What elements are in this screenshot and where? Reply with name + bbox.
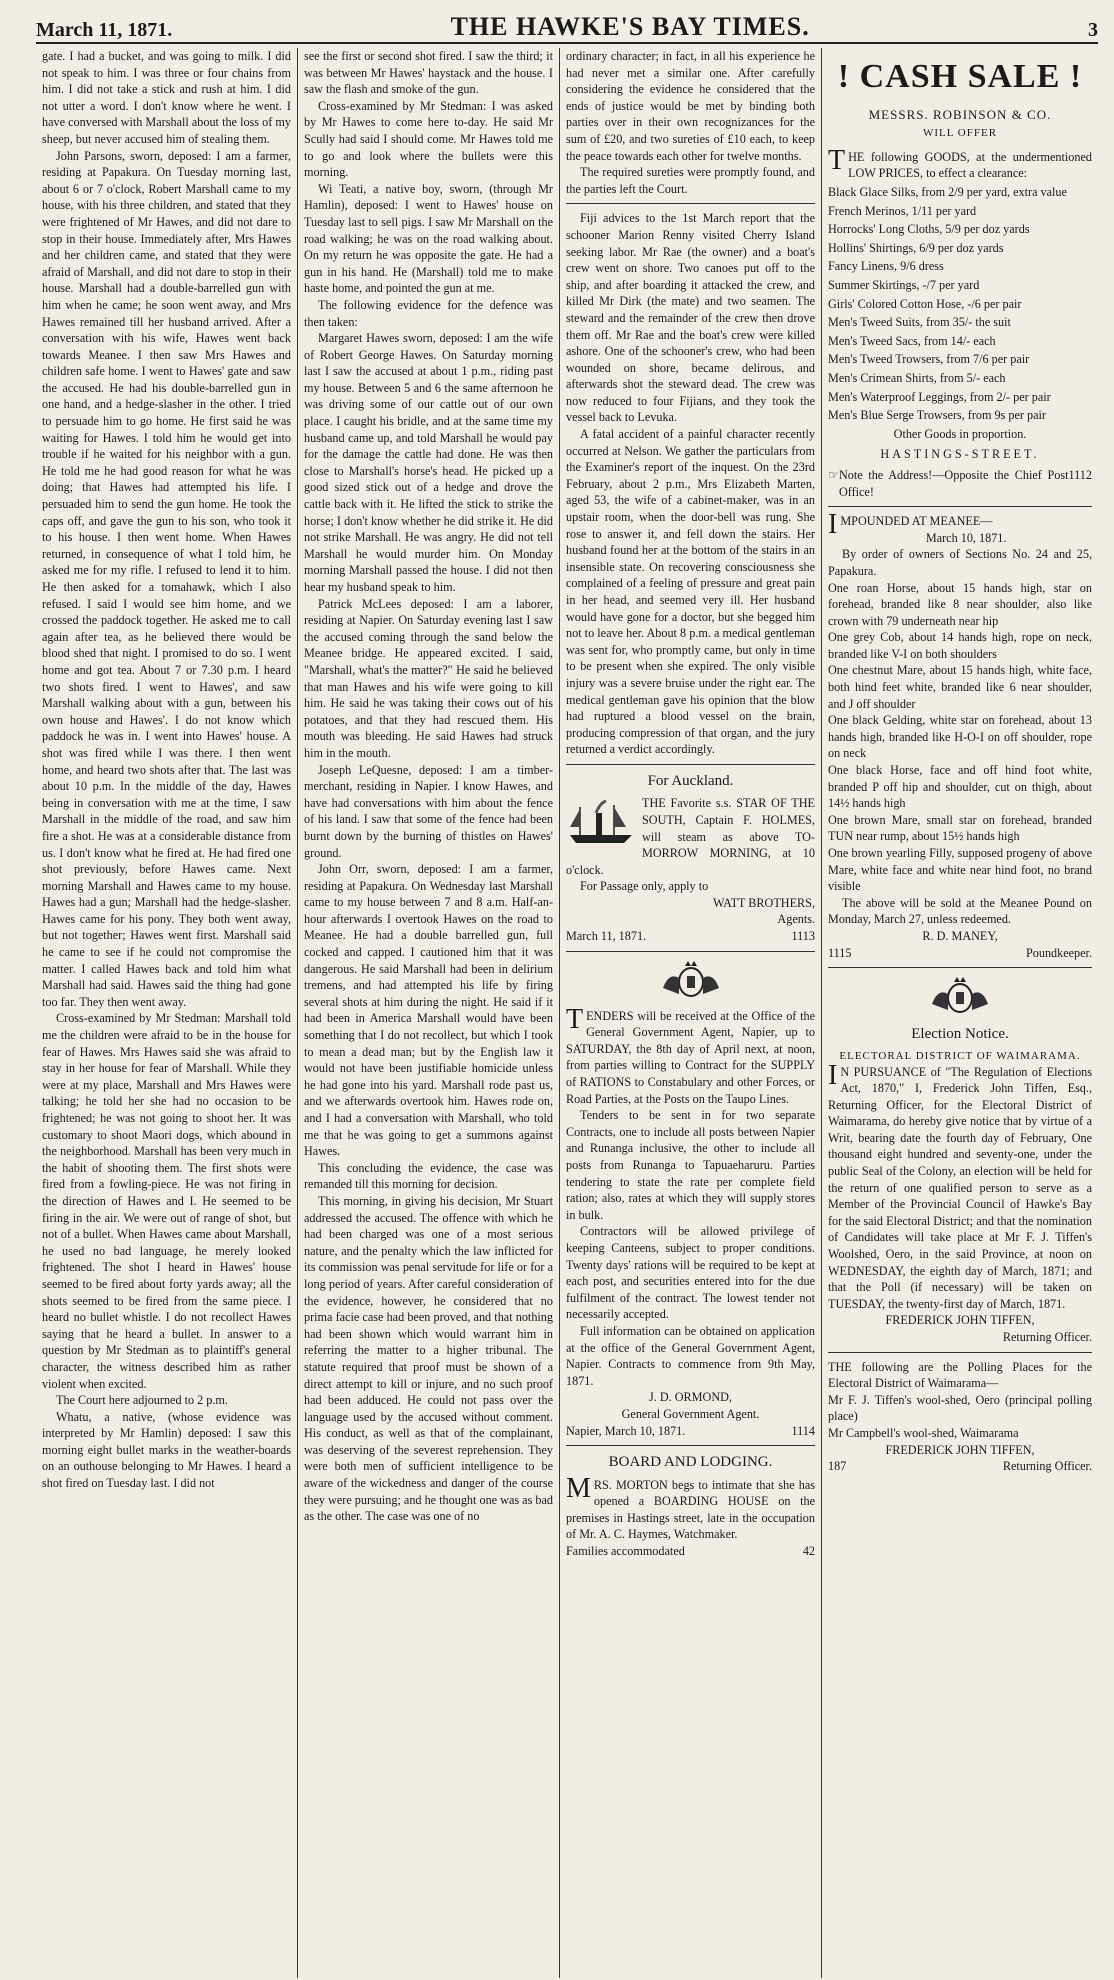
cash-sale-heading: ! CASH SALE ! bbox=[837, 58, 1083, 95]
auckland-date: March 11, 1871. bbox=[566, 929, 647, 944]
impounded-item: One chestnut Mare, about 15 hands high, white face, both hind feet white, branded like 6 near shoulder, and J off shoulder bbox=[828, 663, 1092, 711]
goods-item: French Merinos, 1/11 per yard bbox=[828, 203, 977, 218]
goods-item: Girls' Colored Cotton Hose, -/6 per pair bbox=[828, 296, 1022, 311]
tenders-paragraph: Tenders to be sent in for two separate Contracts, one to include all posts between Napier and Runanga inclusive, the other to include all posts from Runanga to Tapuaeharuru. Parties tendering to state the rate per complete field ration; also, rates at which they will supply stores in bulk. bbox=[566, 1108, 815, 1222]
column-3 bbox=[560, 48, 822, 1978]
auckland-body: THE Favorite s.s. STAR OF THE SOUTH, Captain F. HOLMES, will steam as above TO-MORROW MORNING, at 10 o'clock. bbox=[566, 796, 815, 877]
impounded-date: March 10, 1871. bbox=[925, 530, 1007, 545]
auckland-ad bbox=[566, 771, 815, 945]
cash-sale-street: HASTINGS-STREET. bbox=[880, 447, 1040, 462]
article-paragraph: Cross-examined by Mr Stedman: I was asked by Mr Hawes to come here to-day. He said Mr Scully had said I should come. Mr Hawes told me to go and look where the bullets were this morning. bbox=[304, 98, 553, 180]
impounded-footer bbox=[828, 945, 1092, 962]
page-number: 3 bbox=[1087, 19, 1098, 41]
article-paragraph: The Court here adjourned to 2 p.m. bbox=[56, 1393, 228, 1408]
impounded-heading: IMPOUNDED AT MEANEE— bbox=[828, 509, 993, 541]
impounded-item: One brown yearling Filly, supposed progeny of above Mare, white face and white near hind foot, no brand visible bbox=[828, 846, 1092, 894]
election-body: IN PURSUANCE of "The Regulation of Elections Act, 1870," I, Frederick John Tiffen, Esq., Returning Officer, for the Electoral District of Waimarama, do hereby give notice that by virtue of a Writ, bearing date the fourth day of February, One thousand eight hundred and seventy-one, under the public Seal of the Colony, an election will be held for the return of one qualified person to serve as a Member of the Provincial Council of Hawke's Bay for the said Electoral District; and that the nomination of Candidates will take place at Mr F. J. Tiffen's Woolshed, Oero, in the said Province, at noon on WEDNESDAY, the eighth day of March, 1871; and that the Poll (if necessary) will be taken on TUESDAY, the twenty-first day of March, 1871. bbox=[828, 1059, 1092, 1311]
election-heading: Election Notice. bbox=[911, 1026, 1009, 1043]
issue-date: March 11, 1871. bbox=[36, 19, 173, 41]
cash-sale-offer: WILL OFFER bbox=[922, 126, 998, 139]
article-paragraph: Joseph LeQuesne, deposed: I am a timber-merchant, residing in Napier. I know Hawes, and have had conversations with him about the fence of his land. I saw that some of the fence had been burnt down by the burning of thistles on Hawes' ground. bbox=[304, 762, 553, 860]
divider bbox=[828, 967, 1092, 968]
board-body: MRS. MORTON begs to intimate that she has opened a BOARDING HOUSE on the premises in Hastings street, late in the occupation of Mr. A. C. Haymes, Watchmaker. bbox=[566, 1472, 815, 1542]
goods-item: Men's Tweed Trowsers, from 7/6 per pair bbox=[828, 352, 1030, 367]
article-paragraph: Whatu, a native, (whose evidence was interpreted by Mr Hamlin) deposed: I saw this morning eight bullet marks in the weather-boards on an outhouse belonging to Mr Hawes. I heard a shot fired on Tuesday last. I did not bbox=[42, 1409, 291, 1491]
impounded-item: One roan Horse, about 15 hands high, star on forehead, branded like 8 near shoulder, also like crown with 79 underneath near hip bbox=[828, 580, 1092, 628]
masthead bbox=[36, 8, 1098, 44]
polling-place: Mr F. J. Tiffen's wool-shed, Oero (principal polling place) bbox=[828, 1392, 1092, 1424]
royal-crest-icon bbox=[657, 958, 725, 1002]
tenders-paragraph: Contractors will be allowed privilege of keeping Canteens, subject to proper conditions. Twenty days' rations will be required to be kept at each post, and securities entered into for the due fulfilment of the contract. The lowest tender not necessarily accepted. bbox=[566, 1224, 815, 1322]
impounded-item: One black Horse, face and off hind foot white, branded P off hip and shoulder, cut on thigh, about 14½ hands high bbox=[828, 763, 1092, 811]
newspaper-title: THE HAWKE'S BAY TIMES. bbox=[450, 12, 810, 41]
goods-item: Hollins' Shirtings, 6/9 per doz yards bbox=[828, 240, 1004, 255]
goods-list bbox=[828, 184, 1092, 424]
divider bbox=[828, 506, 1092, 507]
tenders-title: General Government Agent. bbox=[621, 1406, 760, 1421]
article-paragraph: The following evidence for the defence was then taken: bbox=[304, 297, 553, 329]
polling-number: 187 bbox=[828, 1459, 847, 1474]
article-paragraph: gate. I had a bucket, and was going to milk. I did not speak to him. I was three or four chains from him. I did not take a stick and rush at him. I did not utter a word. I don't know where he went. I have conversed with Marshall about the loss of my sheep, but never accused him of stealing them. bbox=[42, 49, 291, 146]
cash-sale-firm: MESSRS. ROBINSON & CO. bbox=[868, 107, 1052, 123]
steamship-icon bbox=[566, 797, 636, 847]
article-paragraph: Cross-examined by Mr Stedman: Marshall told me the children were afraid to be in the house for fear of Hawes. Mrs Hawes said she was afraid to stay in her house for fear of Marshall. While they were at my place, Marshall and Mrs Hawes were talking; he told her she had no occasion to be frightened; he was not going to shoot her. It was customary to shoot Maori dogs, which abound in the neighborhood. Marshall has been very much in the habit of shooting them. The first shots were fired from a fowling-piece. He was not firing in the direction of Hawes and I. He seemed to be firing in the air. We were out of range of shot, but not of a bullet. When Hawes came about Marshall, he used no bad language, he merely looked frightened. The shot I heard in Hawes' house seemed to be fired about forty yards away; all the shots seemed to be fired from the same piece. I heard no bullet whistle. I do not recollect Hawes saying that he heard a bullet. In answer to a question by Mr Stedman as to plaintiff's general character, the witness described him as rather violent when excited. bbox=[42, 1011, 291, 1391]
tenders-footer bbox=[566, 1423, 815, 1440]
article-paragraph: Margaret Hawes sworn, deposed: I am the wife of Robert George Hawes. On Saturday morning last I saw the accused at about 1 p.m., riding past my house. Between 5 and 6 the same afternoon he was driving some of our cattle out of our own place. I caught his bridle, and at the same time my husband came up, and told Marshall he would pay for the damage the cattle had done. He was then close to Marshall's horse's head. He picked up a good sized stick out of a hedge and drove the cattle back with it. He lifted the stick to strike the horse; I don't know whether he did strike it. He did not strike Marshall. He was angry. He did not tell Marshall he would murder him. On Monday morning Marshall passed the house. I did not then hear my husband speak to him. bbox=[304, 331, 553, 594]
goods-item: Horrocks' Long Cloths, 5/9 per doz yards bbox=[828, 222, 1030, 237]
article-paragraph: A fatal accident of a painful character recently occurred at Nelson. We gather the particulars from the Examiner's report of the inquest. On the 23rd February, about 2 p.m., Mrs Elizabeth Marten, aged 53, the wife of a cabinet-maker, was in an upstair room, when the door-bell was rung. She rose to answer it, and fell down the stairs. Her husband found her at the bottom of the stairs in an insensible state. On recovering consciousness she complained of a feeling of pressure and great pain in her head, and seemed very ill. Her husband would have gone for a doctor, but she begged him not to leave her. About 8 p.m. a medical gentleman was sent for, who promptly came, but only in time to be present when she expired. The only visible injury was a severe bruise under the right ear. The medical gentleman gave his opinion that the blow had ruptured a blood vessel on the brain, producing compression of that organ, and the jury returned a verdict accordingly. bbox=[566, 427, 815, 757]
column-4 bbox=[822, 48, 1098, 1978]
auckland-agents: Agents. bbox=[777, 912, 815, 927]
cash-sale-other: Other Goods in proportion. bbox=[893, 426, 1027, 441]
article-paragraph: John Parsons, sworn, deposed: I am a farmer, residing at Papakura. On Tuesday morning last, about 6 or 7 o'clock, Robert Marshall came to my house, with his three children, and stated that they were frightened of Mr Hawes, and did not dare to stop in their house. Immediately after, Mrs Hawes and her children came, and stated that they were afraid of Marshall, and did not dare to stop in their house. Marshall had a double-barrelled gun with him when he came; he soon went away, and Mrs Hawes remained till her husband arrived. After a conversation with his wife, Hawes went back towards Meanee. I then saw Mrs Hawes and children safe home. I went to Hawes' gate and saw the accused. He had his double-barrelled gun in one hand, and a hedge-slasher in the other. I tried to persuade him to go home. He first said he was waiting for Hawes. I told him he would get into trouble if he waited for his neighbor with a gun. He told me he had good reason for what he was doing; that Hawes had attempted his life. I persuaded him to send the gun home. He took the caps off, and gave the gun to his son, who took it to his house. I then went home. When Hawes returned, in consequence of what I told him, he asked me for my rifle. I refused to lend it to him. He then asked for a tomahawk, which I also refused. I said I would see him home, and we crossed the paddock together. He asked me to call again after tea, as he believed there would be blood shed that night. I promised to do so. I went home and got tea. About 7 or 7.30 p.m. I heard two shots fired. I went to Hawes', and saw Marshall walking about with a gun, between his own house and Hawes'. I do not know which paddock he was in. I went into Hawes' house. A shot was fired while I was there. I then went home, and heard two shots after that. The last was about 10 p.m. In the middle of the day, Hawes being in conversation with me at the time, I saw Marshall in the middle of the road, and saw him fire a shot. He was at a considerable distance from us. I don't know what he fired at. He had fired one shot previously, before Hawes came. Next morning Marshall and Hawes came to my house. Hawes had a gun; Marshall had the hedge-slasher. Hawes came for his pony. They both went away, but not together; Hawes went first. Marshall said he came to see if he could not compromise the matter. I called Hawes back and told him what Marshall had said. Hawes said the thing had gone too far. They then went away. bbox=[42, 148, 291, 1009]
polling-footer bbox=[828, 1458, 1092, 1475]
board-families: Families accommodated bbox=[566, 1543, 685, 1558]
tenders-date: Napier, March 10, 1871. bbox=[566, 1423, 686, 1438]
article-paragraph: John Orr, sworn, deposed: I am a farmer, residing at Papakura. On Wednesday last Marshall came to my house between 7 and 8 a.m. Half-an-hour afterwards I overtook Hawes on the road to Meanee. He had a double barrelled gun, full cocked and capped. I cautioned him that it was dangerous. He said Marshall had been in delirium tremens, and had attempted his life by firing several shots at him during the night. He said if it had been in America Marshall would have been something that I do not recollect, but which I took to mean a dead man; but by the English law it would not have been justifiable homicide unless he had gone into his yard. Marshall rode past us, and we afterwards overtook him. Hawes rode on, and I had a conversation with Marshall, who told me that he was going to get a summons against Hawes. bbox=[304, 862, 553, 1159]
article-paragraph: Patrick McLees deposed: I am a laborer, residing at Napier. On Saturday evening last I saw the accused coming through the sand below the Meanee bridge. He appeared excited. I said, "Marshall, what's the matter?" He said he believed that man Hawes and his wife were going to kill him. He said he was taking their cows out of his potatoes, and that they had rescued them. His mouth was bleeding. He said Hawes had struck him in the mouth. bbox=[304, 596, 553, 760]
article-paragraph: Fiji advices to the 1st March report that the schooner Marion Renny visited Cherry Island seeking labor. Mr Rae (the owner) and a boat's crew went on shore. Two canoes put off to the ship, and after boarding it attacked the crew, and killed Mr Dirk (the mate) and two seamen. The steward and the remainder of the crew then drove them off. Mr Rae and the boat's crew were killed ashore. One of the schooner's crew, who had been wounded on shore, became delirous, and afterwards shot the steward dead. The crew was now reduced to four Fijians, and they took the vessel back to Levuka. bbox=[566, 211, 815, 425]
auckland-number: 1113 bbox=[791, 929, 815, 944]
cash-sale-number: 1112 bbox=[1068, 467, 1092, 482]
polling-intro: THE following are the Polling Places for the Electoral District of Waimarama— bbox=[828, 1359, 1092, 1391]
goods-item: Men's Tweed Suits, from 35/- the suit bbox=[828, 315, 1011, 330]
article-paragraph: This concluding the evidence, the case was remanded till this morning for decision. bbox=[304, 1160, 553, 1192]
tenders-number: 1114 bbox=[791, 1423, 815, 1438]
board-number: 42 bbox=[802, 1543, 815, 1558]
tenders-paragraph: Full information can be obtained on application at the office of the General Government Agent, Napier. Contracts to commence from 9th May, 1871. bbox=[566, 1323, 815, 1388]
impounded-item: One black Gelding, white star on forehead, about 13 hands high, branded like H-O-I on off shoulder, rope on neck bbox=[828, 713, 1092, 761]
pointing-hand-icon: ☞ bbox=[828, 467, 839, 482]
divider bbox=[566, 951, 815, 952]
goods-item: Summer Skirtings, -/7 per yard bbox=[828, 278, 980, 293]
column-2 bbox=[298, 48, 560, 1978]
goods-item: Black Glace Silks, from 2/9 per yard, extra value bbox=[828, 185, 1067, 200]
impounded-sale: The above will be sold at the Meanee Pound on Monday, March 27, unless redeemed. bbox=[828, 895, 1092, 927]
article-paragraph: see the first or second shot fired. I saw the third; it was between Mr Hawes' haystack and the house. I saw the flash and smoke of the gun. bbox=[304, 49, 553, 97]
impounded-item: One brown Mare, small star on forehead, branded TUN near rump, about 15½ hands high bbox=[828, 812, 1092, 844]
article-paragraph: This morning, in giving his decision, Mr Stuart addressed the accused. The offence with which he had been charged was one of a most serious nature, and the penalty which the law inflicted for its commission was penal servitude for life or for a long period of years. After careful consideration of the evidence, however, he considered that no prima facie case had been proved, and that nothing had been shown which would warrant him in referring the matter to a higher tribunal. The statute required that proof must be shown of a direct attempt to kill or injure, and no such proof had been adduced. He could not pass over the language used by the accused without comment. His conduct, as well as that of the complainant, was deserving of the severest reprehension. They were both men of sufficient intelligence to be aware of the wickedness and danger of the course they were pursuing; and he thought one was as bad as the other. The case was one of no bbox=[304, 1193, 553, 1524]
cash-sale-note: Note the Address!—Opposite the Chief Post Office! bbox=[838, 467, 1069, 499]
tenders-name: J. D. ORMOND, bbox=[649, 1390, 732, 1405]
divider bbox=[566, 764, 815, 765]
auckland-footer bbox=[566, 928, 815, 945]
goods-item: Men's Waterproof Leggings, from 2/- per pair bbox=[828, 389, 1051, 404]
polling-place: Mr Campbell's wool-shed, Waimarama bbox=[828, 1425, 1019, 1440]
cash-sale-footer bbox=[828, 467, 1092, 500]
impounded-title: Poundkeeper. bbox=[1025, 945, 1092, 960]
board-ad bbox=[566, 1452, 815, 1559]
goods-item: Men's Tweed Sacs, from 14/- each bbox=[828, 333, 996, 348]
auckland-heading: For Auckland. bbox=[647, 772, 734, 789]
article-paragraph: The required sureties were promptly found, and the parties left the Court. bbox=[566, 165, 815, 196]
auckland-passage: For Passage only, apply to bbox=[580, 879, 709, 894]
goods-item: Fancy Linens, 9/6 dress bbox=[828, 259, 944, 274]
election-district: ELECTORAL DISTRICT OF WAIMARAMA. bbox=[839, 1049, 1081, 1062]
impounded-number: 1115 bbox=[828, 945, 852, 960]
impounded-name: R. D. MANEY, bbox=[922, 928, 998, 943]
goods-item: Men's Blue Serge Trowsers, from 9s per pair bbox=[828, 408, 1046, 423]
tenders-body: TENDERS will be received at the Office of the General Government Agent, Napier, up to SATURDAY, the 8th day of April next, at noon, from parties willing to Contract for the SUPPLY of RATIONS to Constabulary and other Forces, or Road Parties, at the Posts on the Taupo Lines. bbox=[566, 1003, 815, 1106]
board-heading: BOARD AND LODGING. bbox=[608, 1454, 773, 1471]
election-notice bbox=[828, 1024, 1092, 1475]
auckland-agent: WATT BROTHERS, bbox=[712, 895, 815, 910]
polling-title: Returning Officer. bbox=[1002, 1459, 1092, 1474]
article-paragraph: ordinary character; in fact, in all his experience he had never met a similar one. After carefully considering the evidence he considered that the ends of justice would be met by binding both parties over in their own recognizances for the sum of £20, and two sureties of £10 each, to keep the peace towards each other for twelve months. bbox=[566, 49, 815, 163]
tenders-ad bbox=[566, 1003, 815, 1439]
goods-item: Men's Crimean Shirts, from 5/- each bbox=[828, 370, 1006, 385]
polling-name: FREDERICK JOHN TIFFEN, bbox=[885, 1442, 1035, 1457]
divider bbox=[566, 203, 815, 204]
column-1 bbox=[36, 48, 298, 1978]
divider bbox=[566, 1445, 815, 1446]
election-title: Returning Officer. bbox=[1002, 1330, 1092, 1345]
impounded-notice bbox=[828, 509, 1092, 961]
election-name: FREDERICK JOHN TIFFEN, bbox=[885, 1313, 1035, 1328]
impounded-order: By order of owners of Sections No. 24 and 25, Papakura. bbox=[828, 547, 1092, 578]
cash-sale-ad bbox=[828, 54, 1092, 500]
board-footer bbox=[566, 1543, 815, 1560]
article-paragraph: Wi Teati, a native boy, sworn, (through Mr Hamlin), deposed: I went to Hawes' house on Tuesday last to sell pigs. I saw Mr Marshall on the road walking; he was on the road walking about. On my return he was opposite the gate. He had a gun in his hand. He (Marshall) told me to make haste home, and pointed the gun at me. bbox=[304, 181, 553, 296]
impounded-item: One grey Cob, about 14 hands high, rope on neck, branded like V-I on both shoulders bbox=[828, 630, 1092, 661]
royal-crest-icon bbox=[926, 974, 994, 1018]
cash-sale-intro: THE following GOODS, at the undermentioned LOW PRICES, to effect a clearance: bbox=[828, 144, 1092, 181]
divider bbox=[828, 1352, 1092, 1353]
